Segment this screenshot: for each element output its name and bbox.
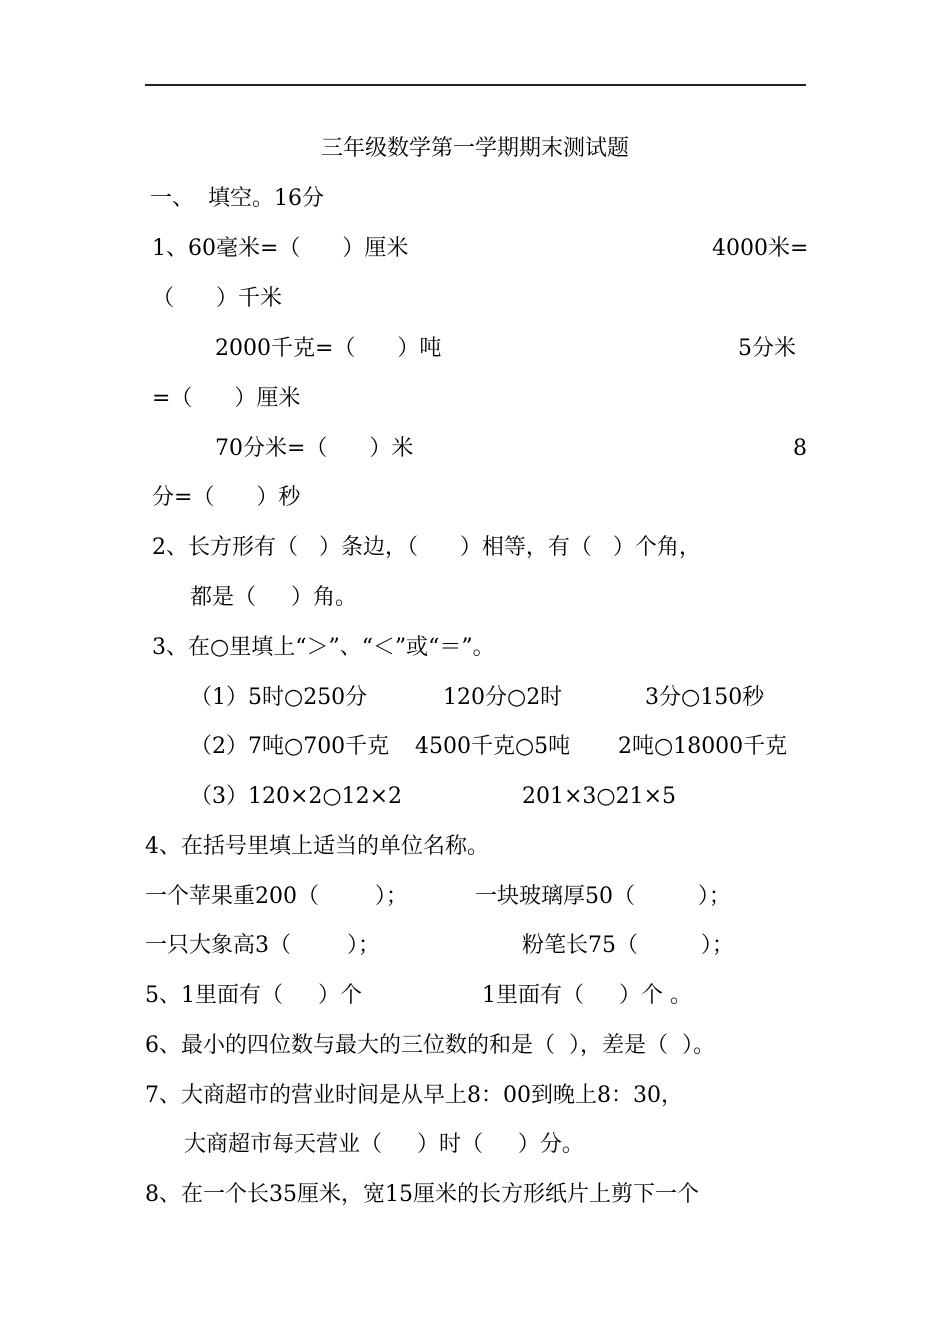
q1-line5-left: 70分米=（ ）米 — [215, 436, 414, 461]
q5-line1-b: 1里面有（ ）个 。 — [482, 983, 692, 1008]
q3-row2-c: 2吨○18000千克 — [618, 734, 788, 759]
q4-line2-b: 一块玻璃厚50（ ）； — [475, 884, 731, 909]
q1-line6: 分=（ ）秒 — [152, 485, 301, 510]
q1-line2: （ ）千米 — [152, 286, 282, 311]
q3-line1: 3、在○里填上“＞”、“＜”或“＝”。 — [152, 635, 495, 660]
q1-line1-left: 1、60毫米=（ ）厘米 — [152, 236, 409, 261]
q4-line1: 4、在括号里填上适当的单位名称。 — [145, 834, 489, 859]
q1-line3-right: 5分米 — [738, 336, 796, 361]
q2-line2: 都是（ ）角。 — [190, 585, 357, 610]
q1-line5-right: 8 — [793, 436, 807, 461]
q2-line1: 2、长方形有（ ）条边，（ ）相等，有（ ）个角， — [152, 535, 701, 560]
q3-row1-b: 120分○2时 — [443, 685, 563, 710]
q1-line4: =（ ）厘米 — [152, 386, 301, 411]
q7-line2: 大商超市每天营业（ ）时（ ）分。 — [184, 1132, 584, 1157]
q1-line3-left: 2000千克=（ ）吨 — [215, 336, 442, 361]
q3-row3-b: 201×3○21×5 — [522, 784, 677, 809]
q4-line3-b: 粉笔长75（ ）； — [522, 933, 734, 958]
q3-row3-a: （3）120×2○12×2 — [190, 784, 403, 809]
q3-row2-a: （2）7吨○700千克 — [190, 734, 390, 759]
section-heading: 一、 填空。16分 — [150, 186, 324, 211]
q7-line1: 7、大商超市的营业时间是从早上8：00到晚上8：30， — [145, 1083, 683, 1108]
top-rule — [145, 84, 806, 86]
q3-row2-b: 4500千克○5吨 — [415, 734, 571, 759]
q4-line3-a: 一只大象高3（ ）； — [145, 933, 380, 958]
q5-line1-a: 5、1里面有（ ）个 — [145, 983, 362, 1008]
q6-line: 6、最小的四位数与最大的三位数的和是（ ），差是（ ）。 — [145, 1033, 715, 1058]
q3-row1-a: （1）5时○250分 — [190, 685, 368, 710]
q8-line: 8、在一个长35厘米，宽15厘米的长方形纸片上剪下一个 — [145, 1182, 699, 1207]
q3-row1-c: 3分○150秒 — [645, 685, 765, 710]
q1-line1-right: 4000米= — [712, 236, 809, 261]
page-title: 三年级数学第一学期期末测试题 — [320, 136, 629, 161]
q4-line2-a: 一个苹果重200（ ）； — [145, 884, 408, 909]
